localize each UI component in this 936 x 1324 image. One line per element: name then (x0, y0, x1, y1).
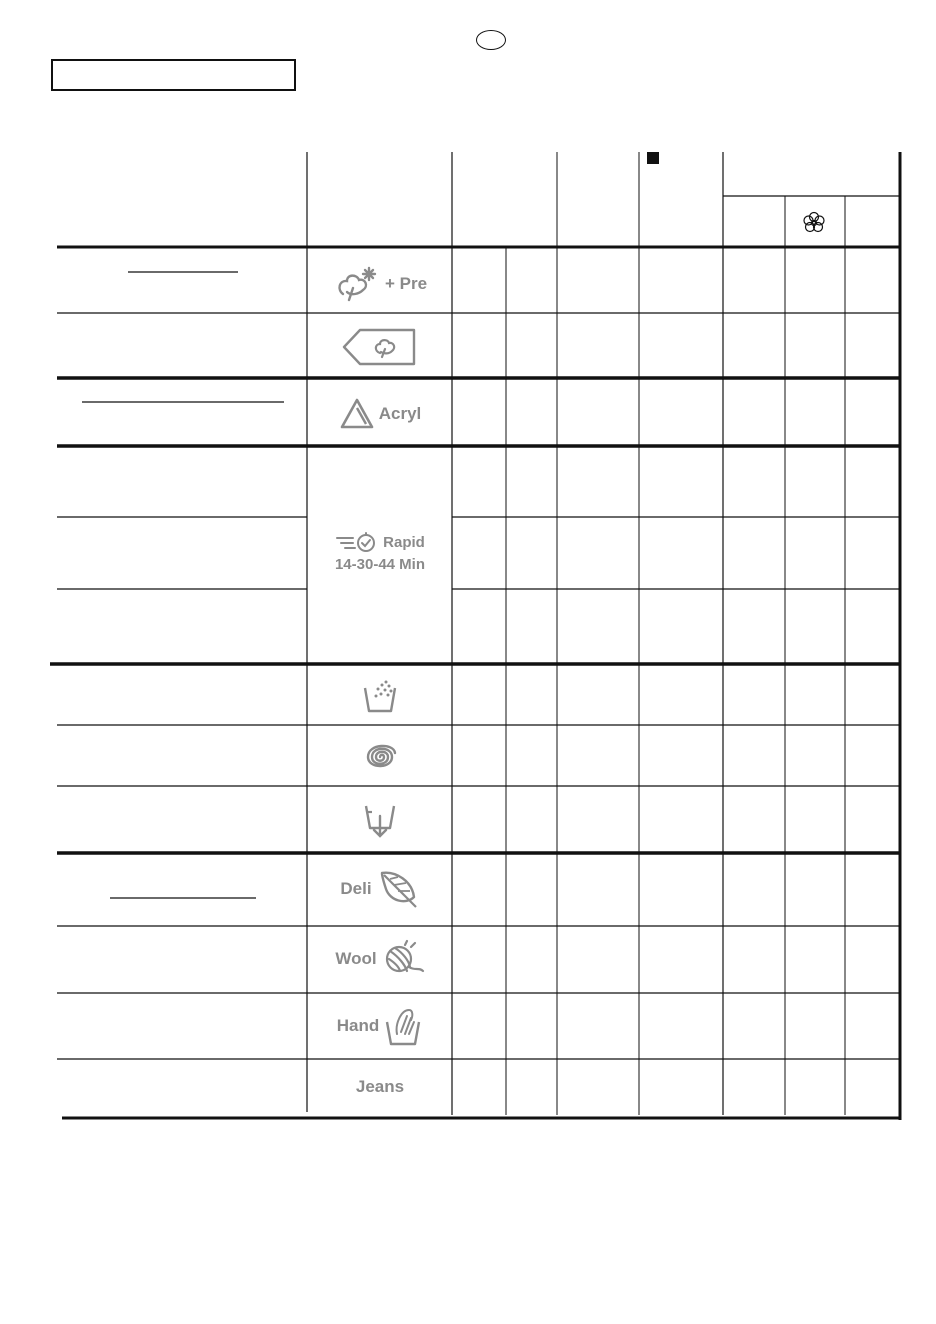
programme-label-jeans: Jeans (355, 1077, 405, 1096)
softener-flower-icon (801, 210, 827, 236)
programme-label-cotton-pre: + Pre (384, 274, 428, 293)
programme-symbol-deli (310, 864, 450, 914)
programme-label-acryl: Acryl (378, 404, 422, 423)
programme-symbol-spin (310, 735, 450, 779)
programme-symbol-rapid (310, 530, 450, 580)
drain-arrow-icon (360, 798, 400, 840)
programme-label-hand: Hand (336, 1016, 380, 1035)
programme-symbol-cotton-eco (310, 322, 450, 372)
programme-label-rapid: Rapid (383, 533, 425, 551)
programme-symbol-jeans (310, 1070, 450, 1104)
synthetic-triangle-icon (339, 396, 375, 432)
programme-label-wool: Wool (335, 949, 377, 968)
cotton-prewash-icon (333, 264, 381, 304)
spin-spiral-icon (360, 737, 400, 777)
feather-icon (376, 867, 420, 911)
hand-wash-icon (383, 1004, 423, 1048)
programme-symbol-drain (310, 796, 450, 842)
programme-label-rapid-times: 14-30-44 Min (334, 556, 426, 573)
programme-symbol-acryl (310, 392, 450, 436)
programme-symbol-cotton-pre (310, 262, 450, 306)
rapid-timer-icon (335, 530, 379, 554)
programme-symbol-rinse (310, 674, 450, 718)
programme-label-deli: Deli (340, 879, 372, 898)
rinse-shower-icon (360, 676, 400, 716)
programme-symbol-hand (310, 1001, 450, 1051)
cotton-tag-icon (342, 326, 418, 368)
programme-symbol-wool (310, 934, 450, 984)
wool-ball-icon (381, 937, 425, 981)
